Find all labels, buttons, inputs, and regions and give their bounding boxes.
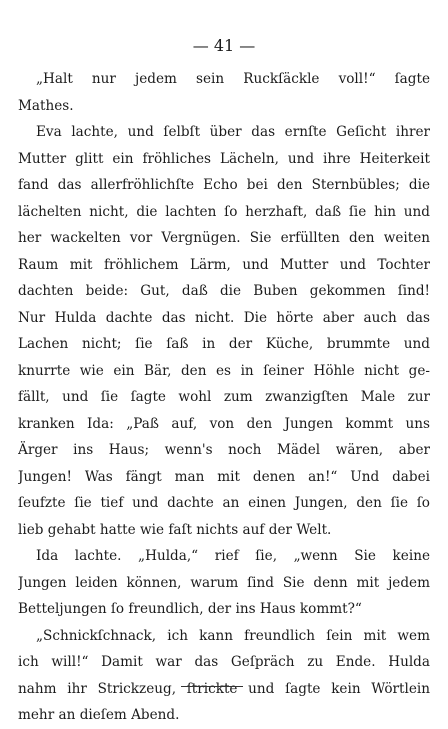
text-line: fällt, und ſie ſagte wohl zum zwanzigſten Male zur xyxy=(18,389,430,405)
footer-rule xyxy=(181,686,243,687)
text-line: Lachen nicht; ſie ſaß in der Küche, brummte und xyxy=(18,336,430,352)
text-line: Ida lachte. „Hulda,“ rief ſie, „wenn Sie keine xyxy=(36,548,430,564)
text-line: „Schnickſchnack, ich kann freundlich ſein mit wem xyxy=(36,627,430,644)
text-line: her wackelten vor Vergnügen. Sie erfüllten den weiten xyxy=(18,230,430,246)
text-line: mehr an dieſem Abend. xyxy=(18,707,180,723)
text-line: kranken Ida: „Paß auf, von den Jungen kommt uns xyxy=(18,415,430,432)
text-line: Raum mit fröhlichem Lärm, und Mutter und Tochter xyxy=(18,256,430,273)
text-line: Eva lachte, und ſelbſt über das ernſte Geſicht ihrer xyxy=(36,124,430,140)
text-line: Jungen leiden können, warum ſind Sie denn mit jedem xyxy=(18,574,430,591)
text-line: Jungen! Was fängt man mit denen an!“ Und dabei xyxy=(18,468,430,485)
body-text xyxy=(18,66,430,729)
text-line: Mutter glitt ein fröhliches Lächeln, und ihre Heiterkeit xyxy=(18,150,430,167)
text-line: Betteljungen ſo freundlich, der ins Haus kommt?“ xyxy=(18,601,362,617)
text-line: dachten beide: Gut, daß die Buben gekommen ſind! xyxy=(18,283,430,299)
text-line: Mathes. xyxy=(18,97,74,114)
text-line: ich will!“ Damit war das Geſpräch zu Ende. Hulda xyxy=(18,654,430,670)
text-line: lieb gehabt hatte wie faſt nichts auf der Welt. xyxy=(18,521,332,538)
text-line: lächelten nicht, die lachten ſo herzhaft, daß ſie hin und xyxy=(18,203,430,220)
text-line: Nur Hulda dachte das nicht. Die hörte aber auch das xyxy=(18,309,430,326)
text-line: ſeufzte ſie tief und dachte an einen Jungen, den ſie ſo xyxy=(18,495,430,511)
text-line: fand das allerfröhlichſte Echo bei den Sternbübles; die xyxy=(18,177,430,193)
text-line: nahm ihr Strickzeug, ſtrickte und ſagte kein Wörtlein xyxy=(18,680,430,697)
text-line: „Halt nur jedem sein Ruckſäckle voll!“ ſagte xyxy=(36,71,430,87)
text-line: Ärger ins Haus; wenn's noch Mädel wären, aber xyxy=(18,442,430,458)
page-number: — 41 — xyxy=(192,36,256,55)
text-line: knurrte wie ein Bär, den es in ſeiner Höhle nicht ge- xyxy=(18,362,430,379)
